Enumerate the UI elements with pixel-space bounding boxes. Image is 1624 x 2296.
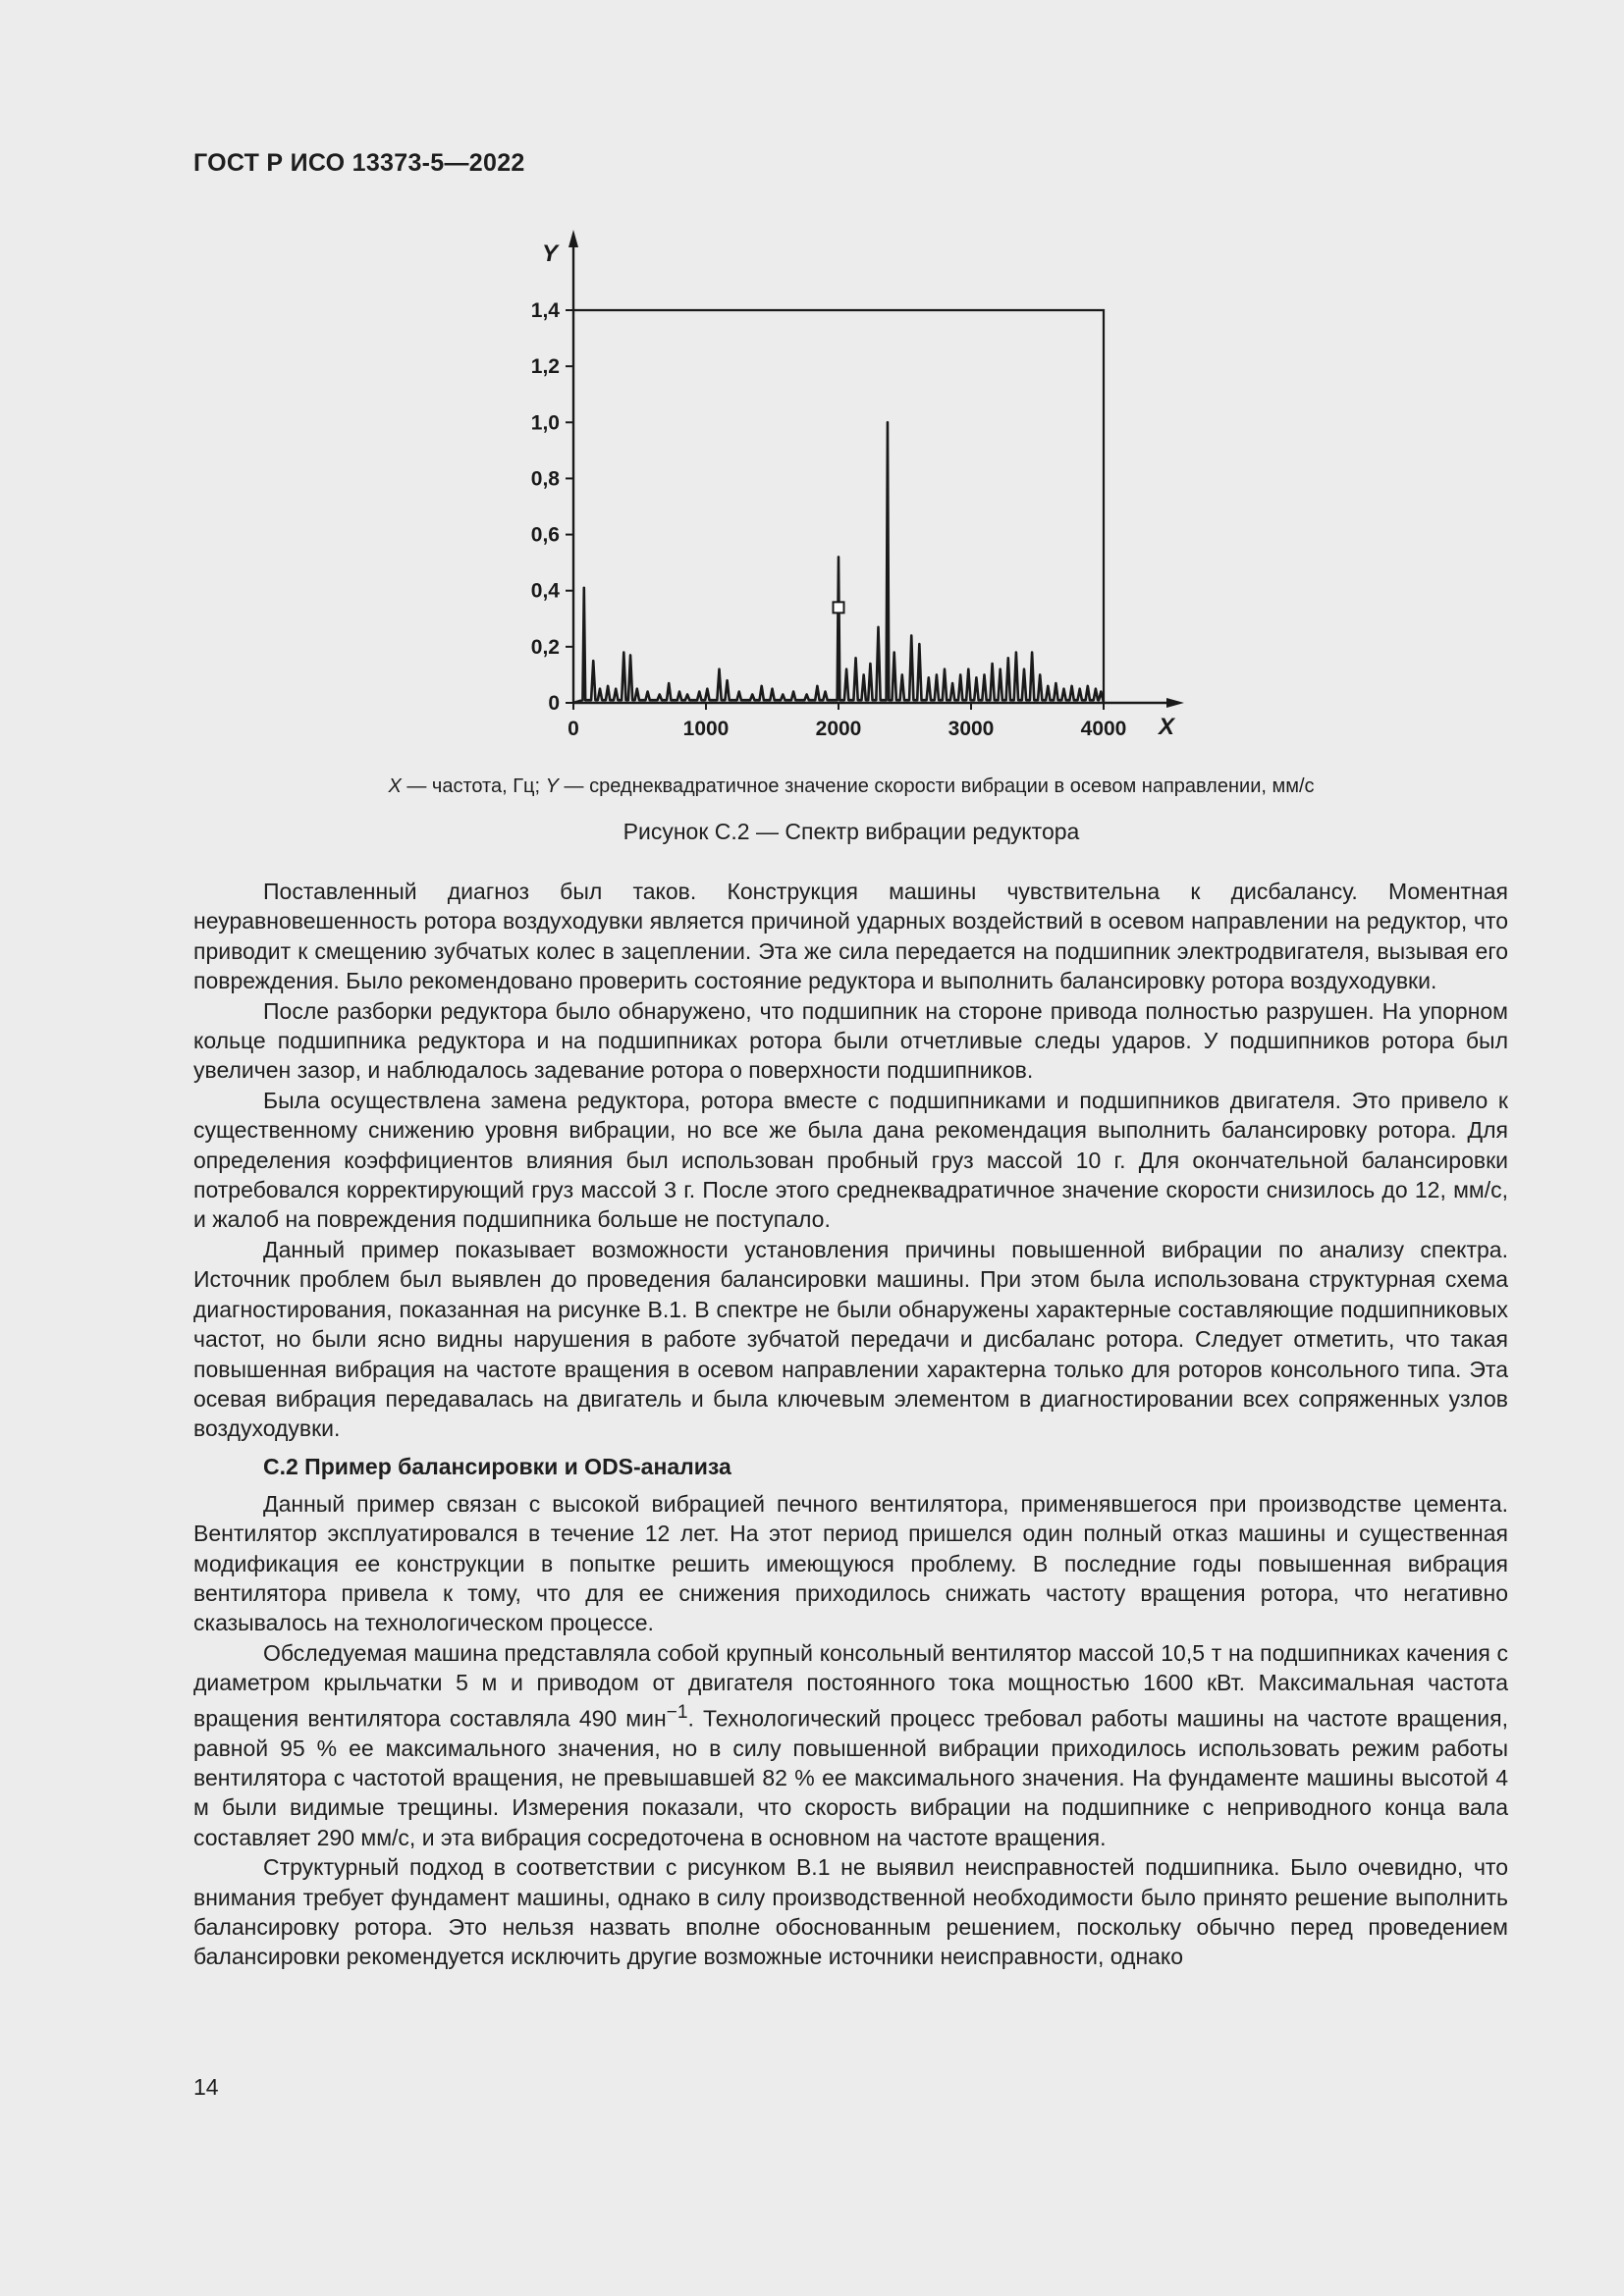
page-number: 14 [193,2074,219,2100]
spectrum-marker [834,602,844,613]
y-axis-arrow [568,230,578,247]
document-header: ГОСТ Р ИСО 13373-5—2022 [193,149,525,177]
x-tick-label: 0 [568,718,579,740]
y-tick-label: 1,4 [530,299,560,322]
x-tick-label: 2000 [815,718,862,740]
y-tick-label: 0,6 [530,523,560,547]
x-tick-label: 1000 [682,718,730,740]
section-heading: С.2 Пример балансировки и ODS-анализа [263,1453,731,1479]
y-tick-label: 0 [548,692,560,715]
vibration-spectrum-figure [511,226,1198,756]
paragraph: Данный пример связан с высокой вибрацией печного вентилятора, применявшегося при производстве цемента. Вентилятор эксплуатировался в течение 12 лет. На этот период пришелся один полный отказ машины и существенная модификация ее конструкции в попытке решить имеющуюся проблему. В последние годы повышенная вибрация вентилятора привела к тому, что для ее снижения приходилось снижать частоту вращения ротора, что негативно сказывалось на технологическом процессе. [193,1490,1508,1636]
paragraph: После разборки редуктора было обнаружено, что подшипник на стороне привода полностью разрушен. На упорном кольце подшипника редуктора и на подшипниках ротора были отчетливые следы ударов. У подшипников ротора был увеличен зазор, и наблюдалось задевание ротора о поверхности подшипников. [193,997,1508,1084]
paragraph: Данный пример показывает возможности установления причины повышенной вибрации по анализу спектра. Источник проблем был выявлен до проведения балансировки машины. При этом была использована структурная схема диагностирования, показанная на рисунке В.1. В спектре не были обнаружены характерные составляющие подшипниковых частот, но были ясно видны нарушения в работе зубчатой передачи и дисбаланс ротора. Следует отметить, что такая повышенная вибрация на частоте вращения в осевом направлении характерна только для роторов консольного типа. Эта осевая вибрация передавалась на двигатель и была ключевым элементом в диагностировании всех сопряженных узлов воздуходувки. [193,1236,1508,1442]
y-tick-label: 0,8 [530,467,560,491]
x-axis-label: X [1158,714,1175,740]
y-tick-label: 1,2 [530,355,560,379]
figure-legend: X — частота, Гц; Y — среднеквадратичное значение скорости вибрации в осевом направлении, мм/с [388,775,1315,797]
y-axis-label: Y [541,240,559,267]
y-tick-label: 0,2 [530,635,560,659]
x-axis-arrow [1166,698,1184,708]
x-tick-label: 4000 [1080,718,1127,740]
x-tick-label: 3000 [947,718,995,740]
paragraph: Поставленный диагноз был таков. Конструкция машины чувствительна к дисбалансу. Моментная неуравновешенность ротора воздуходувки является причиной ударных воздействий в осевом направлении на редуктор, что приводит к смещению зубчатых колес в зацеплении. Эта же сила передается на подшипник электродвигателя, вызывая его повреждения. Было рекомендовано проверить состояние редуктора и выполнить балансировку ротора воздуходувки. [193,879,1508,994]
paragraph: Структурный подход в соответствии с рисунком В.1 не выявил неисправностей подшипника. Было очевидно, что внимания требует фундамент машины, однако в силу производственной необходимости было принято решение выполнить балансировку ротора. Это нельзя назвать вполне обоснованным решением, поскольку обычно перед проведением балансировки рекомендуется исключить другие возможные источники неисправности, однако [193,1854,1508,1970]
paragraph: Обследуемая машина представляла собой крупный консольный вентилятор массой 10,5 т на подшипниках качения с диаметром крыльчатки 5 м и приводом от двигателя постоянного тока мощностью 1600 кВт. Максимальная частота вращения вентилятора составляла 490 мин$^{-1}$. Технологический процесс требовал работы машины на частоте вращения, равной 95 % ее максимального значения, но в силу повышенной вибрации приходилось использовать режим работы вентилятора с частотой вращения, не превышавшей 82 % ее максимального значения. На фундаменте машины высотой 4 м были видимые трещины. Измерения показали, что скорость вибрации на подшипнике с неприводного конца вала составляет 290 мм/с, и эта вибрация сосредоточена в основном на частоте вращения. [193,1639,1508,1850]
y-tick-label: 0,4 [530,579,560,603]
spectrum-line [573,422,1104,703]
figure-caption: Рисунок С.2 — Спектр вибрации редуктора [623,819,1080,844]
y-tick-label: 1,0 [530,411,560,435]
paragraph: Была осуществлена замена редуктора, ротора вместе с подшипниками и подшипников двигателя. Это привело к существенному снижению уровня вибрации, но все же была дана рекомендация выполнить балансировку ротора. Для определения коэффициентов влияния был использован пробный груз массой 10 г. Для окончательной балансировки потребовался корректирующий груз массой 3 г. После этого среднеквадратичное значение скорости снизилось до 12, мм/с, и жалоб на повреждения подшипника больше не поступало. [193,1087,1508,1233]
body-text [193,877,1508,1972]
vibration-spectrum-chart [511,226,1198,756]
